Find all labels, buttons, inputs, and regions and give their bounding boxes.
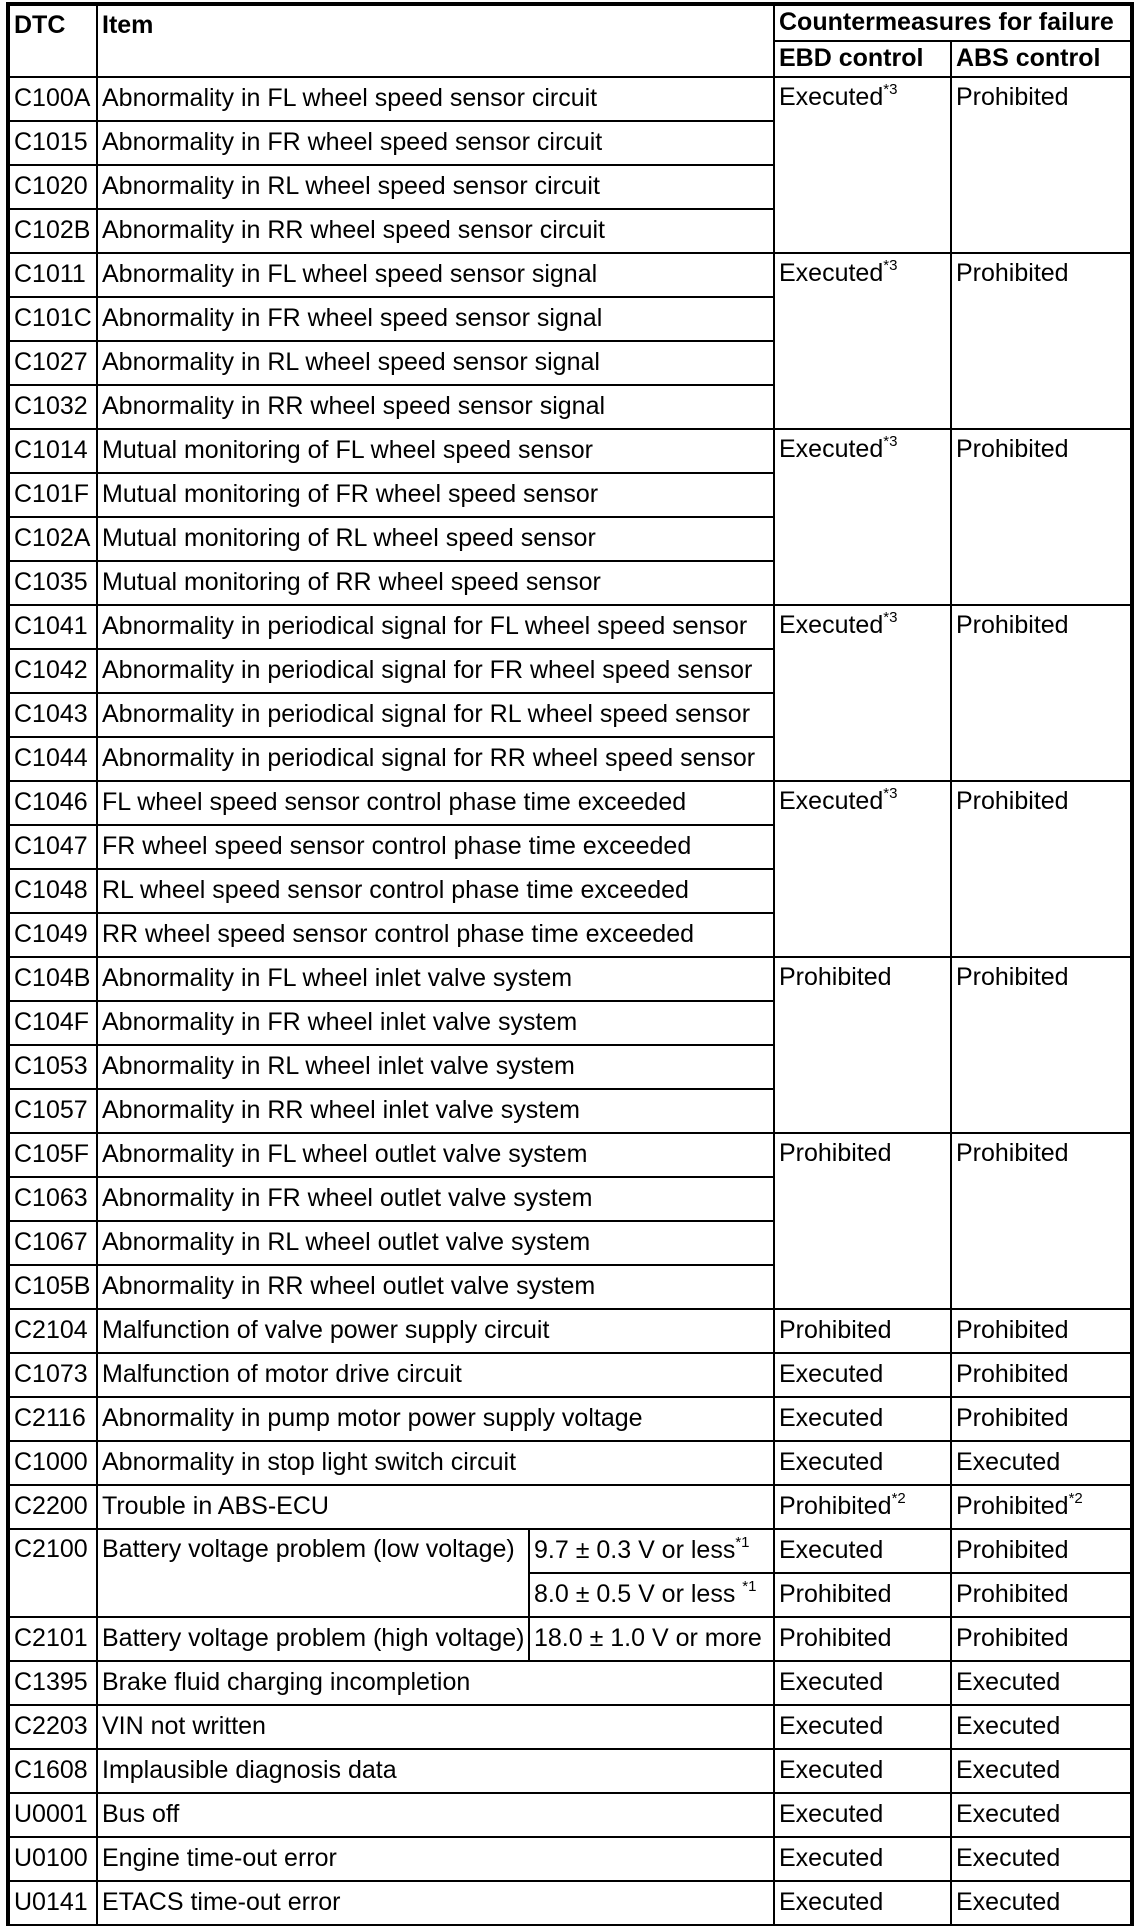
dtc-item-text: Mutual monitoring of FR wheel speed sensor xyxy=(102,480,599,509)
dtc-item xyxy=(97,1089,774,1133)
dtc-code-text: C102B xyxy=(14,216,91,245)
table-row xyxy=(9,1617,1131,1661)
dtc-item xyxy=(97,1661,774,1705)
dtc-code xyxy=(9,913,97,957)
abs-value xyxy=(951,429,1131,605)
ebd-value xyxy=(774,781,951,957)
abs-value xyxy=(951,1441,1131,1485)
dtc-item-text: Bus off xyxy=(102,1800,180,1829)
dtc-item xyxy=(97,825,774,869)
ebd-value-footnote: *3 xyxy=(883,81,898,98)
dtc-code-text: C1044 xyxy=(14,744,88,773)
dtc-item xyxy=(97,1837,774,1881)
table-row xyxy=(9,1441,1131,1485)
dtc-code xyxy=(9,121,97,165)
dtc-code-text: C1020 xyxy=(14,172,88,201)
abs-value-text: Prohibited xyxy=(956,787,1069,815)
dtc-code xyxy=(9,209,97,253)
dtc-item xyxy=(97,1485,774,1529)
table-row xyxy=(9,1485,1131,1529)
ebd-value xyxy=(774,1133,951,1309)
dtc-code-text: C2200 xyxy=(14,1492,88,1521)
ebd-value-text: Executed xyxy=(779,1756,884,1785)
table-row xyxy=(9,1133,1131,1177)
table-row xyxy=(9,1881,1131,1925)
dtc-code-text: C100A xyxy=(14,84,91,113)
table-row xyxy=(9,1309,1131,1353)
dtc-code-text: C1015 xyxy=(14,128,88,157)
dtc-code xyxy=(9,1529,97,1617)
dtc-item-text: Abnormality in pump motor power supply voltage xyxy=(102,1404,643,1433)
abs-value-text: Executed xyxy=(956,1712,1061,1741)
dtc-item xyxy=(97,737,774,781)
dtc-item xyxy=(97,1309,774,1353)
ebd-value-footnote: *2 xyxy=(891,1490,906,1508)
dtc-code xyxy=(9,429,97,473)
ebd-value-text: Executed xyxy=(779,1844,884,1873)
dtc-item-text: Abnormality in periodical signal for RR wheel speed sensor xyxy=(102,744,756,773)
dtc-item-text: Abnormality in FR wheel speed sensor signal xyxy=(102,304,603,333)
voltage-condition xyxy=(529,1529,774,1573)
ebd-value-text: Prohibited xyxy=(779,1492,892,1521)
ebd-value-text: Executed xyxy=(779,1888,884,1917)
ebd-value-text: Executed xyxy=(779,83,884,111)
abs-value xyxy=(951,781,1131,957)
dtc-item-text: Abnormality in RL wheel speed sensor signal xyxy=(102,348,600,377)
ebd-value-text: Executed xyxy=(779,787,884,815)
dtc-code xyxy=(9,385,97,429)
dtc-code xyxy=(9,649,97,693)
abs-value-text: Executed xyxy=(956,1448,1061,1477)
dtc-item xyxy=(97,1441,774,1485)
dtc-item xyxy=(97,1749,774,1793)
voltage-condition-text: 18.0 ± 1.0 V or more xyxy=(534,1624,762,1653)
abs-value-text: Prohibited xyxy=(956,259,1069,287)
ebd-value xyxy=(774,957,951,1133)
dtc-item xyxy=(97,209,774,253)
dtc-code-text: C2100 xyxy=(14,1535,88,1563)
dtc-code-text: C1053 xyxy=(14,1052,88,1081)
ebd-value-text: Executed xyxy=(779,435,884,463)
ebd-value-text: Prohibited xyxy=(779,1316,892,1345)
ebd-value-footnote: *3 xyxy=(883,257,898,274)
dtc-code-text: C101C xyxy=(14,304,92,333)
dtc-code-text: C1041 xyxy=(14,612,88,641)
dtc-item-text: Implausible diagnosis data xyxy=(102,1756,397,1785)
dtc-item-text: Abnormality in FL wheel inlet valve system xyxy=(102,964,573,993)
ebd-value xyxy=(774,1353,951,1397)
ebd-value xyxy=(774,1309,951,1353)
abs-value xyxy=(951,1705,1131,1749)
abs-value-text: Executed xyxy=(956,1888,1061,1917)
ebd-value-text: Prohibited xyxy=(779,1580,892,1609)
dtc-code-text: C2101 xyxy=(14,1624,88,1653)
dtc-item-text: Abnormality in FR wheel inlet valve system xyxy=(102,1008,578,1037)
dtc-code xyxy=(9,1881,97,1925)
dtc-code xyxy=(9,825,97,869)
dtc-code-text: C104B xyxy=(14,964,91,993)
dtc-item xyxy=(97,1397,774,1441)
abs-value xyxy=(951,1133,1131,1309)
ebd-value xyxy=(774,1485,951,1529)
dtc-item-text: Abnormality in FL wheel outlet valve system xyxy=(102,1140,588,1169)
ebd-value-footnote: *3 xyxy=(883,609,898,626)
abs-value xyxy=(951,253,1131,429)
dtc-code xyxy=(9,1265,97,1309)
abs-value xyxy=(951,1573,1131,1617)
dtc-item-text: VIN not written xyxy=(102,1712,266,1741)
abs-value-text: Prohibited xyxy=(956,1624,1069,1653)
ebd-value-text: Executed xyxy=(779,1800,884,1829)
dtc-code xyxy=(9,517,97,561)
ebd-value xyxy=(774,1617,951,1661)
abs-value-text: Executed xyxy=(956,1756,1061,1785)
abs-value xyxy=(951,1881,1131,1925)
ebd-value-text: Prohibited xyxy=(779,1624,892,1653)
abs-value-text: Prohibited xyxy=(956,435,1069,463)
dtc-item-text: Abnormality in FR wheel speed sensor circuit xyxy=(102,128,603,157)
ebd-value xyxy=(774,1793,951,1837)
dtc-code-text: C105B xyxy=(14,1272,91,1301)
header-row-1 xyxy=(9,5,1131,41)
dtc-code xyxy=(9,473,97,517)
dtc-table-body xyxy=(9,5,1131,1925)
dtc-item-text: Abnormality in RL wheel outlet valve system xyxy=(102,1228,591,1257)
abs-value-footnote: *2 xyxy=(1068,1490,1083,1508)
table-row xyxy=(9,1705,1131,1749)
abs-value-text: Prohibited xyxy=(956,963,1069,991)
ebd-value xyxy=(774,605,951,781)
dtc-code xyxy=(9,1793,97,1837)
ebd-value-text: Executed xyxy=(779,1536,884,1565)
dtc-item xyxy=(97,77,774,121)
dtc-code-text: U0100 xyxy=(14,1844,88,1873)
ebd-value-text: Executed xyxy=(779,1668,884,1697)
voltage-condition-footnote: *1 xyxy=(742,1578,757,1596)
voltage-condition xyxy=(529,1573,774,1617)
abs-value-text: Prohibited xyxy=(956,1492,1069,1521)
ebd-value xyxy=(774,1661,951,1705)
dtc-item-text: ETACS time-out error xyxy=(102,1888,341,1917)
dtc-code-text: U0141 xyxy=(14,1888,88,1917)
dtc-code-text: C1067 xyxy=(14,1228,88,1257)
item-header: Item xyxy=(97,5,774,77)
dtc-item-text: Abnormality in RR wheel inlet valve system xyxy=(102,1096,580,1125)
dtc-code-text: C1063 xyxy=(14,1184,88,1213)
dtc-item-text: Battery voltage problem (high voltage) xyxy=(102,1624,525,1653)
ebd-value xyxy=(774,1529,951,1573)
ebd-header: EBD control xyxy=(774,41,951,77)
dtc-code-text: C105F xyxy=(14,1140,90,1169)
dtc-item-text: Abnormality in stop light switch circuit xyxy=(102,1448,517,1477)
dtc-code-text: C1046 xyxy=(14,788,88,817)
table-row xyxy=(9,957,1131,1001)
dtc-item xyxy=(97,1001,774,1045)
dtc-item-text: Abnormality in FR wheel outlet valve system xyxy=(102,1184,593,1213)
dtc-code xyxy=(9,341,97,385)
dtc-item xyxy=(97,1793,774,1837)
abs-value xyxy=(951,605,1131,781)
abs-value-text: Prohibited xyxy=(956,1536,1069,1565)
dtc-item-text: FR wheel speed sensor control phase time exceeded xyxy=(102,832,692,861)
dtc-code-text: C2203 xyxy=(14,1712,88,1741)
ebd-value-text: Executed xyxy=(779,1448,884,1477)
dtc-item-text: Battery voltage problem (low voltage) xyxy=(102,1535,515,1563)
dtc-item-text: RL wheel speed sensor control phase time exceeded xyxy=(102,876,689,905)
ebd-value-text: Executed xyxy=(779,259,884,287)
table-row xyxy=(9,1749,1131,1793)
dtc-item xyxy=(97,605,774,649)
voltage-condition-text: 9.7 ± 0.3 V or less xyxy=(534,1536,736,1565)
ebd-value xyxy=(774,1573,951,1617)
dtc-item-text: Abnormality in FL wheel speed sensor signal xyxy=(102,260,598,289)
dtc-item-text: Abnormality in RL wheel speed sensor circuit xyxy=(102,172,600,201)
dtc-item-text: Mutual monitoring of FL wheel speed sensor xyxy=(102,436,594,465)
dtc-item xyxy=(97,1705,774,1749)
dtc-code-text: C101F xyxy=(14,480,90,509)
dtc-item xyxy=(97,1265,774,1309)
abs-value xyxy=(951,1485,1131,1529)
dtc-item xyxy=(97,1529,529,1617)
dtc-code xyxy=(9,253,97,297)
abs-value xyxy=(951,1353,1131,1397)
dtc-code-text: C1035 xyxy=(14,568,88,597)
dtc-item xyxy=(97,1221,774,1265)
dtc-code xyxy=(9,1089,97,1133)
ebd-value-footnote: *3 xyxy=(883,785,898,802)
dtc-item xyxy=(97,1177,774,1221)
ebd-value-text: Executed xyxy=(779,1360,884,1389)
abs-value-text: Prohibited xyxy=(956,83,1069,111)
dtc-item-text: Abnormality in periodical signal for FR wheel speed sensor xyxy=(102,656,753,685)
dtc-code-text: C1073 xyxy=(14,1360,88,1389)
ebd-value xyxy=(774,1397,951,1441)
dtc-item-text: Abnormality in periodical signal for RL wheel speed sensor xyxy=(102,700,751,729)
table-row xyxy=(9,1529,1131,1573)
dtc-item xyxy=(97,1617,529,1661)
dtc-item-text: Malfunction of motor drive circuit xyxy=(102,1360,462,1389)
ebd-value-text: Executed xyxy=(779,1404,884,1433)
table-row xyxy=(9,77,1131,121)
abs-value-text: Prohibited xyxy=(956,1360,1069,1389)
ebd-value xyxy=(774,1441,951,1485)
table-row xyxy=(9,781,1131,825)
dtc-code xyxy=(9,1397,97,1441)
table-row xyxy=(9,1837,1131,1881)
dtc-item xyxy=(97,913,774,957)
dtc-item xyxy=(97,429,774,473)
dtc-code xyxy=(9,1441,97,1485)
table-row xyxy=(9,1661,1131,1705)
dtc-code xyxy=(9,1353,97,1397)
dtc-item xyxy=(97,517,774,561)
voltage-condition-footnote: *1 xyxy=(735,1534,750,1552)
abs-value xyxy=(951,1309,1131,1353)
table-row xyxy=(9,1353,1131,1397)
dtc-code-text: C2104 xyxy=(14,1316,88,1345)
abs-value-text: Executed xyxy=(956,1668,1061,1697)
abs-value-text: Executed xyxy=(956,1800,1061,1829)
abs-value-text: Prohibited xyxy=(956,1404,1069,1433)
dtc-item-text: Malfunction of valve power supply circuit xyxy=(102,1316,550,1345)
dtc-code xyxy=(9,1221,97,1265)
table-row xyxy=(9,1793,1131,1837)
dtc-code xyxy=(9,737,97,781)
dtc-code-text: C1043 xyxy=(14,700,88,729)
dtc-code-text: C1032 xyxy=(14,392,88,421)
ebd-value xyxy=(774,429,951,605)
ebd-value-footnote: *3 xyxy=(883,433,898,450)
dtc-item-text: Abnormality in RR wheel speed sensor circuit xyxy=(102,216,605,245)
ebd-value xyxy=(774,1837,951,1881)
dtc-item xyxy=(97,473,774,517)
dtc-item xyxy=(97,1045,774,1089)
abs-value-text: Executed xyxy=(956,1844,1061,1873)
dtc-code-text: C1049 xyxy=(14,920,88,949)
abs-value xyxy=(951,77,1131,253)
abs-value xyxy=(951,957,1131,1133)
abs-value-text: Prohibited xyxy=(956,1316,1069,1345)
dtc-item xyxy=(97,341,774,385)
dtc-item-text: Abnormality in periodical signal for FL wheel speed sensor xyxy=(102,612,748,641)
dtc-item xyxy=(97,253,774,297)
dtc-item xyxy=(97,165,774,209)
dtc-item-text: Mutual monitoring of RL wheel speed sensor xyxy=(102,524,596,553)
dtc-item-text: Trouble in ABS-ECU xyxy=(102,1492,329,1521)
dtc-code xyxy=(9,297,97,341)
dtc-item xyxy=(97,297,774,341)
table-row xyxy=(9,1397,1131,1441)
dtc-code-text: U0001 xyxy=(14,1800,88,1829)
dtc-code xyxy=(9,781,97,825)
dtc-code-text: C1027 xyxy=(14,348,88,377)
table-row xyxy=(9,429,1131,473)
abs-value xyxy=(951,1837,1131,1881)
dtc-item xyxy=(97,1353,774,1397)
ebd-value xyxy=(774,1881,951,1925)
dtc-code-text: C1057 xyxy=(14,1096,88,1125)
dtc-code xyxy=(9,605,97,649)
abs-value xyxy=(951,1617,1131,1661)
ebd-value xyxy=(774,1705,951,1749)
abs-value xyxy=(951,1397,1131,1441)
dtc-item-text: Abnormality in RR wheel speed sensor signal xyxy=(102,392,606,421)
dtc-item-text: Abnormality in FL wheel speed sensor circuit xyxy=(102,84,598,113)
dtc-code xyxy=(9,1001,97,1045)
ebd-value-text: Executed xyxy=(779,1712,884,1741)
abs-value-text: Prohibited xyxy=(956,611,1069,639)
table-row xyxy=(9,253,1131,297)
dtc-item xyxy=(97,869,774,913)
dtc-code-text: C1014 xyxy=(14,436,88,465)
dtc-code-text: C1047 xyxy=(14,832,88,861)
dtc-code xyxy=(9,869,97,913)
dtc-code-text: C1395 xyxy=(14,1668,88,1697)
abs-value-text: Prohibited xyxy=(956,1580,1069,1609)
abs-value xyxy=(951,1749,1131,1793)
dtc-code xyxy=(9,1661,97,1705)
ebd-value xyxy=(774,1749,951,1793)
dtc-code xyxy=(9,1705,97,1749)
dtc-code xyxy=(9,957,97,1001)
abs-value xyxy=(951,1529,1131,1573)
dtc-table xyxy=(8,4,1132,1926)
dtc-code-text: C104F xyxy=(14,1008,90,1037)
dtc-item-text: Brake fluid charging incompletion xyxy=(102,1668,471,1697)
dtc-item-text: Abnormality in RL wheel inlet valve system xyxy=(102,1052,575,1081)
dtc-item-text: Mutual monitoring of RR wheel speed sensor xyxy=(102,568,601,597)
abs-value xyxy=(951,1793,1131,1837)
dtc-code xyxy=(9,1837,97,1881)
dtc-code-text: C1048 xyxy=(14,876,88,905)
abs-value-text: Prohibited xyxy=(956,1139,1069,1167)
countermeasures-header: Countermeasures for failure xyxy=(774,5,1131,41)
dtc-item-text: RR wheel speed sensor control phase time exceeded xyxy=(102,920,695,949)
dtc-code-text: C1011 xyxy=(14,260,86,289)
dtc-item-text: Abnormality in RR wheel outlet valve system xyxy=(102,1272,596,1301)
dtc-item xyxy=(97,1133,774,1177)
dtc-code xyxy=(9,561,97,605)
ebd-value xyxy=(774,253,951,429)
dtc-item xyxy=(97,781,774,825)
dtc-code xyxy=(9,165,97,209)
dtc-code-text: C2116 xyxy=(14,1404,86,1433)
dtc-code-text: C1608 xyxy=(14,1756,88,1785)
dtc-code xyxy=(9,1617,97,1661)
dtc-code xyxy=(9,1133,97,1177)
dtc-item xyxy=(97,561,774,605)
abs-header: ABS control xyxy=(951,41,1131,77)
dtc-item xyxy=(97,649,774,693)
table-row xyxy=(9,605,1131,649)
ebd-value-text: Prohibited xyxy=(779,1139,892,1167)
dtc-item-text: FL wheel speed sensor control phase time exceeded xyxy=(102,788,687,817)
dtc-code xyxy=(9,1177,97,1221)
dtc-code xyxy=(9,1309,97,1353)
voltage-condition xyxy=(529,1617,774,1661)
dtc-code xyxy=(9,1485,97,1529)
dtc-item xyxy=(97,1881,774,1925)
abs-value xyxy=(951,1661,1131,1705)
ebd-value-text: Prohibited xyxy=(779,963,892,991)
dtc-code-text: C1042 xyxy=(14,656,88,685)
dtc-code xyxy=(9,1045,97,1089)
dtc-code xyxy=(9,1749,97,1793)
dtc-code-text: C1000 xyxy=(14,1448,88,1477)
dtc-item xyxy=(97,121,774,165)
ebd-value xyxy=(774,77,951,253)
dtc-item xyxy=(97,693,774,737)
dtc-item xyxy=(97,957,774,1001)
voltage-condition-text: 8.0 ± 0.5 V or less xyxy=(534,1580,743,1609)
dtc-item xyxy=(97,385,774,429)
dtc-item-text: Engine time-out error xyxy=(102,1844,337,1873)
dtc-code-text: C102A xyxy=(14,524,91,553)
dtc-header: DTC xyxy=(9,5,97,77)
ebd-value-text: Executed xyxy=(779,611,884,639)
dtc-code xyxy=(9,77,97,121)
dtc-code xyxy=(9,693,97,737)
